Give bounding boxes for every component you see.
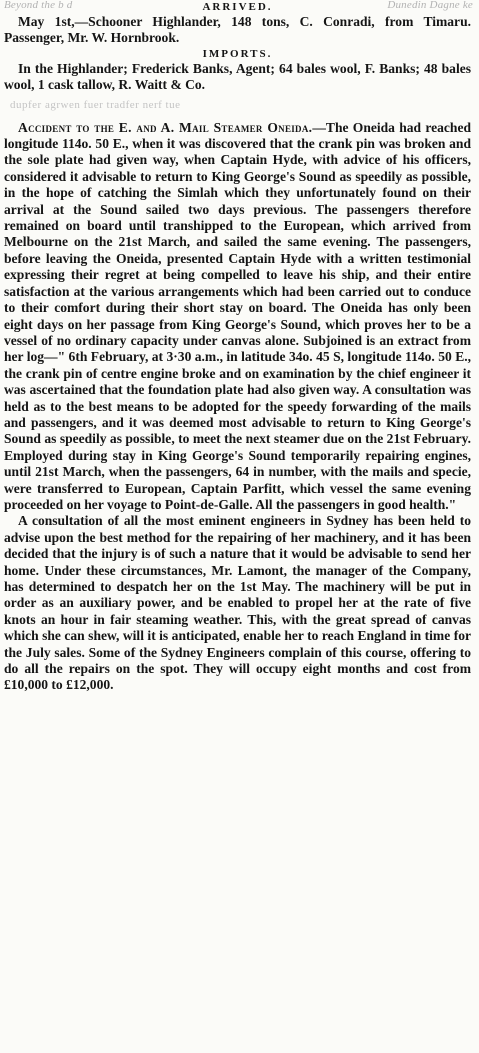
ghost-text-right: Dunedin Dagne ke	[387, 0, 473, 11]
article-paragraph-2	[4, 513, 471, 693]
ghost-text-left: Beyond the b d	[4, 0, 73, 11]
arrived-heading: ARRIVED.	[202, 1, 273, 13]
imports-heading: IMPORTS.	[202, 47, 273, 60]
bleed-through-gap	[4, 94, 471, 120]
article-body-1: —The Oneida had reached longitude 114o. 50 E., when it was discovered that the crank pin was broken and the sole plate had given way, when Captain Hyde, with advice of his officers, considered it advisable to return to King George's Sound as speedily as possible, in the hope of catching the Simlah which they unfortunately found on their arrival at the Sound sailed two days previous. The passengers therefore remained on board until transhipped to the European, which arrived from Melbourne on the 21st March, and sailed the same evening. The passengers, before leaving the Oneida, presented Captain Hyde with a written testimonial expressing their regret at being compelled to leave his ship, and their entire satisfaction at the various arrangements which had been carried out to conduce to their comfort during their short stay on board. The Oneida has only been eight days on her passage from King George's Sound, which proves her to be a vessel of no ordinary capacity under canvas alone. Subjoined is an extract from her log—" 6th February, at 3·30 a.m., in latitude 34o. 45 S, longitude 114o. 50 E., the crank pin of centre engine broke and on examination by the chief engineer it was ascertained that the foundation plate had also given way. A consultation was held as to the best means to be adopted for the speedy forwarding of the mails and passengers, and it was deemed most advisable to return to King George's Sound as speedily as possible, to meet the next steamer due on the 21st February. Employed during stay in King George's Sound temporarily repairing engines, until 21st March, when the passengers, 64 in number, with the mails and specie, were transferred to European, Captain Parfitt, which vessel the same evening proceeded on her voyage to Point-de-Galle. All the passengers in good health."	[4, 119, 472, 512]
imports-text: In the Highlander; Frederick Banks, Agent; 64 bales wool, F. Banks; 48 bales wool, 1 cask tallow, R. Waitt & Co.	[4, 60, 471, 93]
article-title: Accident to the E. and A. Mail Steamer Oneida.	[18, 119, 313, 135]
article-paragraph-1	[4, 120, 471, 514]
bleed-through-text: dupfer agrwen fuer tradfer nerf tue	[10, 98, 181, 111]
arrived-text: May 1st,—Schooner Highlander, 148 tons, C. Conradi, from Timaru. Passenger, Mr. W. Hornbrook.	[4, 14, 471, 46]
article-body-2: A consultation of all the most eminent engineers in Sydney has been held to advise upon the best method for the repairing of her machinery, and it has been decided that the injury is of such a nature that it would be advisable to send her home. Under these circumstances, Mr. Lamont, the manager of the Company, has determined to despatch her on the 1st May. The machinery will be put in order as an auxiliary power, and be enabled to propel her at the rate of five knots an hour in fair steaming weather. This, with the great spread of canvas which she can shew, will it is anticipated, enable her to reach England in time for the July sales. Some of the Sydney Engineers complain of this course, offering to do all the repairs on the spot. They will occupy eight months and cost from £10,000 to £12,000.	[4, 513, 471, 693]
